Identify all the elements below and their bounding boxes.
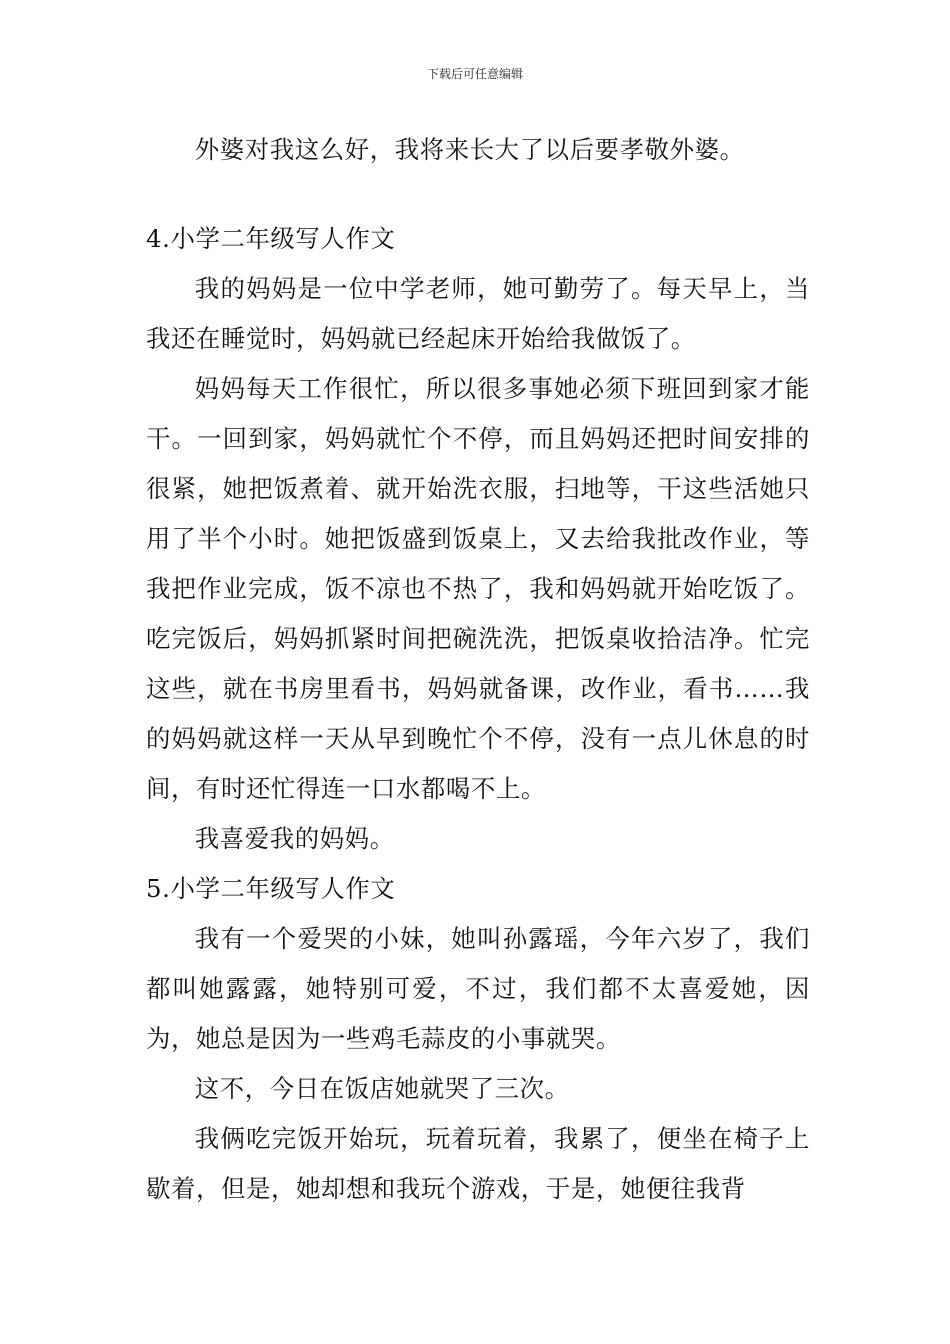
document-body — [146, 125, 810, 1214]
paragraph: 妈妈每天工作很忙，所以很多事她必须下班回到家才能干。一回到家，妈妈就忙个不停，而且妈妈还把时间安排的很紧，她把饭煮着、就开始洗衣服，扫地等，干这些活她只用了半个小时。她把饭盛到饭桌上，又去给我批改作业，等我把作业完成，饭不凉也不热了，我和妈妈就开始吃饭了。吃完饭后，妈妈抓紧时间把碗洗洗，把饭桌收拾洁净。忙完这些，就在书房里看书，妈妈就备课，改作业，看书……我的妈妈就这样一天从早到晚忙个不停，没有一点儿休息的时间，有时还忙得连一口水都喝不上。 — [146, 374, 810, 803]
paragraph: 这不，今日在饭店她就哭了三次。 — [194, 1074, 570, 1103]
spacer — [146, 175, 810, 214]
paragraph: 外婆对我这么好，我将来长大了以后要孝敬外婆。 — [194, 135, 745, 164]
paragraph: 我有一个爱哭的小妹，她叫孙露瑶，今年六岁了，我们都叫她露露，她特别可爱，不过，我们都不太喜爱她，因为，她总是因为一些鸡毛蒜皮的小事就哭。 — [146, 924, 810, 1053]
paragraph: 我俩吃完饭开始玩，玩着玩着，我累了，便坐在椅子上歇着，但是，她却想和我玩个游戏，于是，她便往我背 — [146, 1124, 810, 1203]
paragraph: 我喜爱我的妈妈。 — [194, 824, 395, 853]
paragraph: 我的妈妈是一位中学老师，她可勤劳了。每天早上，当我还在睡觉时，妈妈就已经起床开始给我做饭了。 — [146, 274, 810, 353]
section-heading-5: 5.小学二年级写人作文 — [146, 874, 396, 903]
section-heading-4: 4.小学二年级写人作文 — [146, 224, 396, 253]
page-header: 下载后可任意编辑 — [426, 67, 523, 81]
